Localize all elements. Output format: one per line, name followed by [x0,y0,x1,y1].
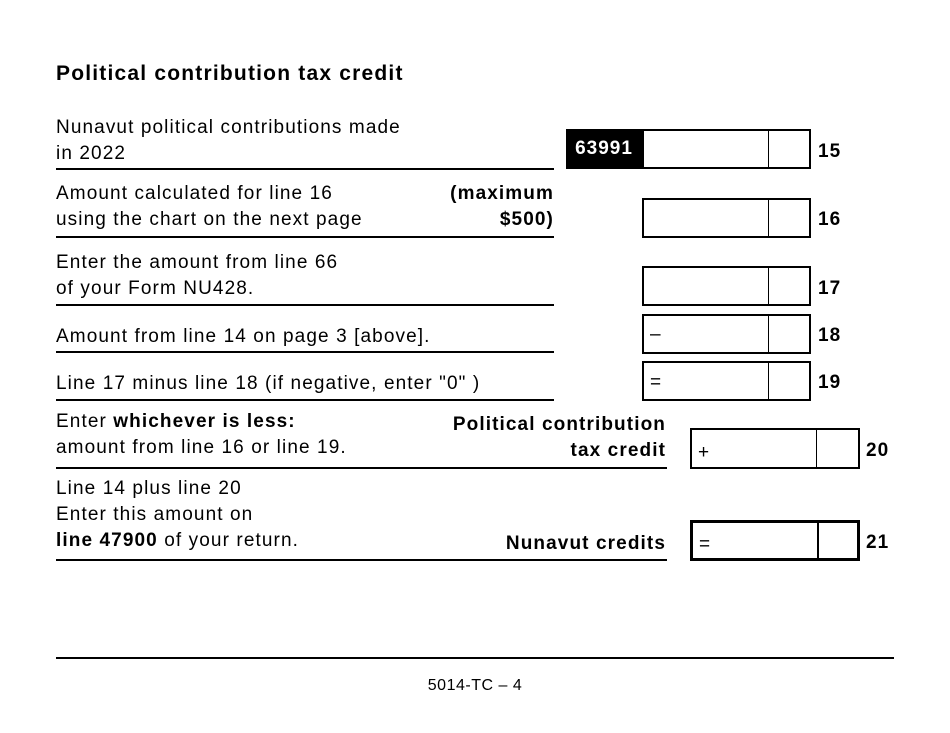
equals-operator: = [650,372,662,393]
line-19-amount-field[interactable] [642,361,811,401]
line-15-amount-field[interactable] [642,129,811,169]
footer-rule [56,657,894,659]
line-20-number: 20 [866,440,890,461]
line-16-number: 16 [818,209,842,230]
line-19-rule [56,399,554,401]
line-15-code: 63991 [566,129,642,169]
line-18-label: Amount from line 14 on page 3 [above]. [56,326,431,347]
cents-divider [817,523,819,558]
line-17-number: 17 [818,278,842,299]
cents-divider [768,363,769,399]
line-19-label: Line 17 minus line 18 (if negative, enter "0" ) [56,373,481,394]
line-20-amount-field[interactable] [690,428,860,469]
line-15-number: 15 [818,141,842,162]
cents-divider [816,430,817,467]
cents-divider [768,131,769,167]
page-reference: 5014-TC – 4 [427,677,523,694]
equals-operator: = [699,534,711,555]
line-17-label: Enter the amount from line 66 of your Form NU428. [56,252,339,299]
cents-divider [768,316,769,352]
plus-operator: + [698,442,710,463]
line-15-label: Nunavut political contributions made in 2022 [56,117,401,164]
line-19-number: 19 [818,372,842,393]
nunavut-credits-label: Nunavut credits [505,533,666,554]
line-16-maximum-note: (maximum $500) [450,183,554,230]
line-21-label: Line 14 plus line 20 Enter this amount on line 47900 of your return. [56,478,299,551]
line-17-rule [56,304,554,306]
line-18-number: 18 [818,325,842,346]
line-17-amount-field[interactable] [642,266,811,306]
line-18-amount-field[interactable] [642,314,811,354]
line-20-rule [56,467,667,469]
minus-operator: – [650,324,661,345]
cents-divider [768,268,769,304]
line-16-rule [56,236,554,238]
political-contribution-tax-credit-label: Political contribution tax credit [452,414,666,461]
section-title: Political contribution tax credit [56,62,404,85]
line-16-label: Amount calculated for line 16 using the chart on the next page [56,183,363,230]
line-21-amount-field[interactable] [690,520,860,561]
line-21-number: 21 [866,532,890,553]
line-20-label: Enter whichever is less: amount from line 16 or line 19. [56,411,347,458]
cents-divider [768,200,769,236]
line-16-amount-field[interactable] [642,198,811,238]
line-15-rule [56,168,554,170]
line-18-rule [56,351,554,353]
line-21-rule [56,559,667,561]
